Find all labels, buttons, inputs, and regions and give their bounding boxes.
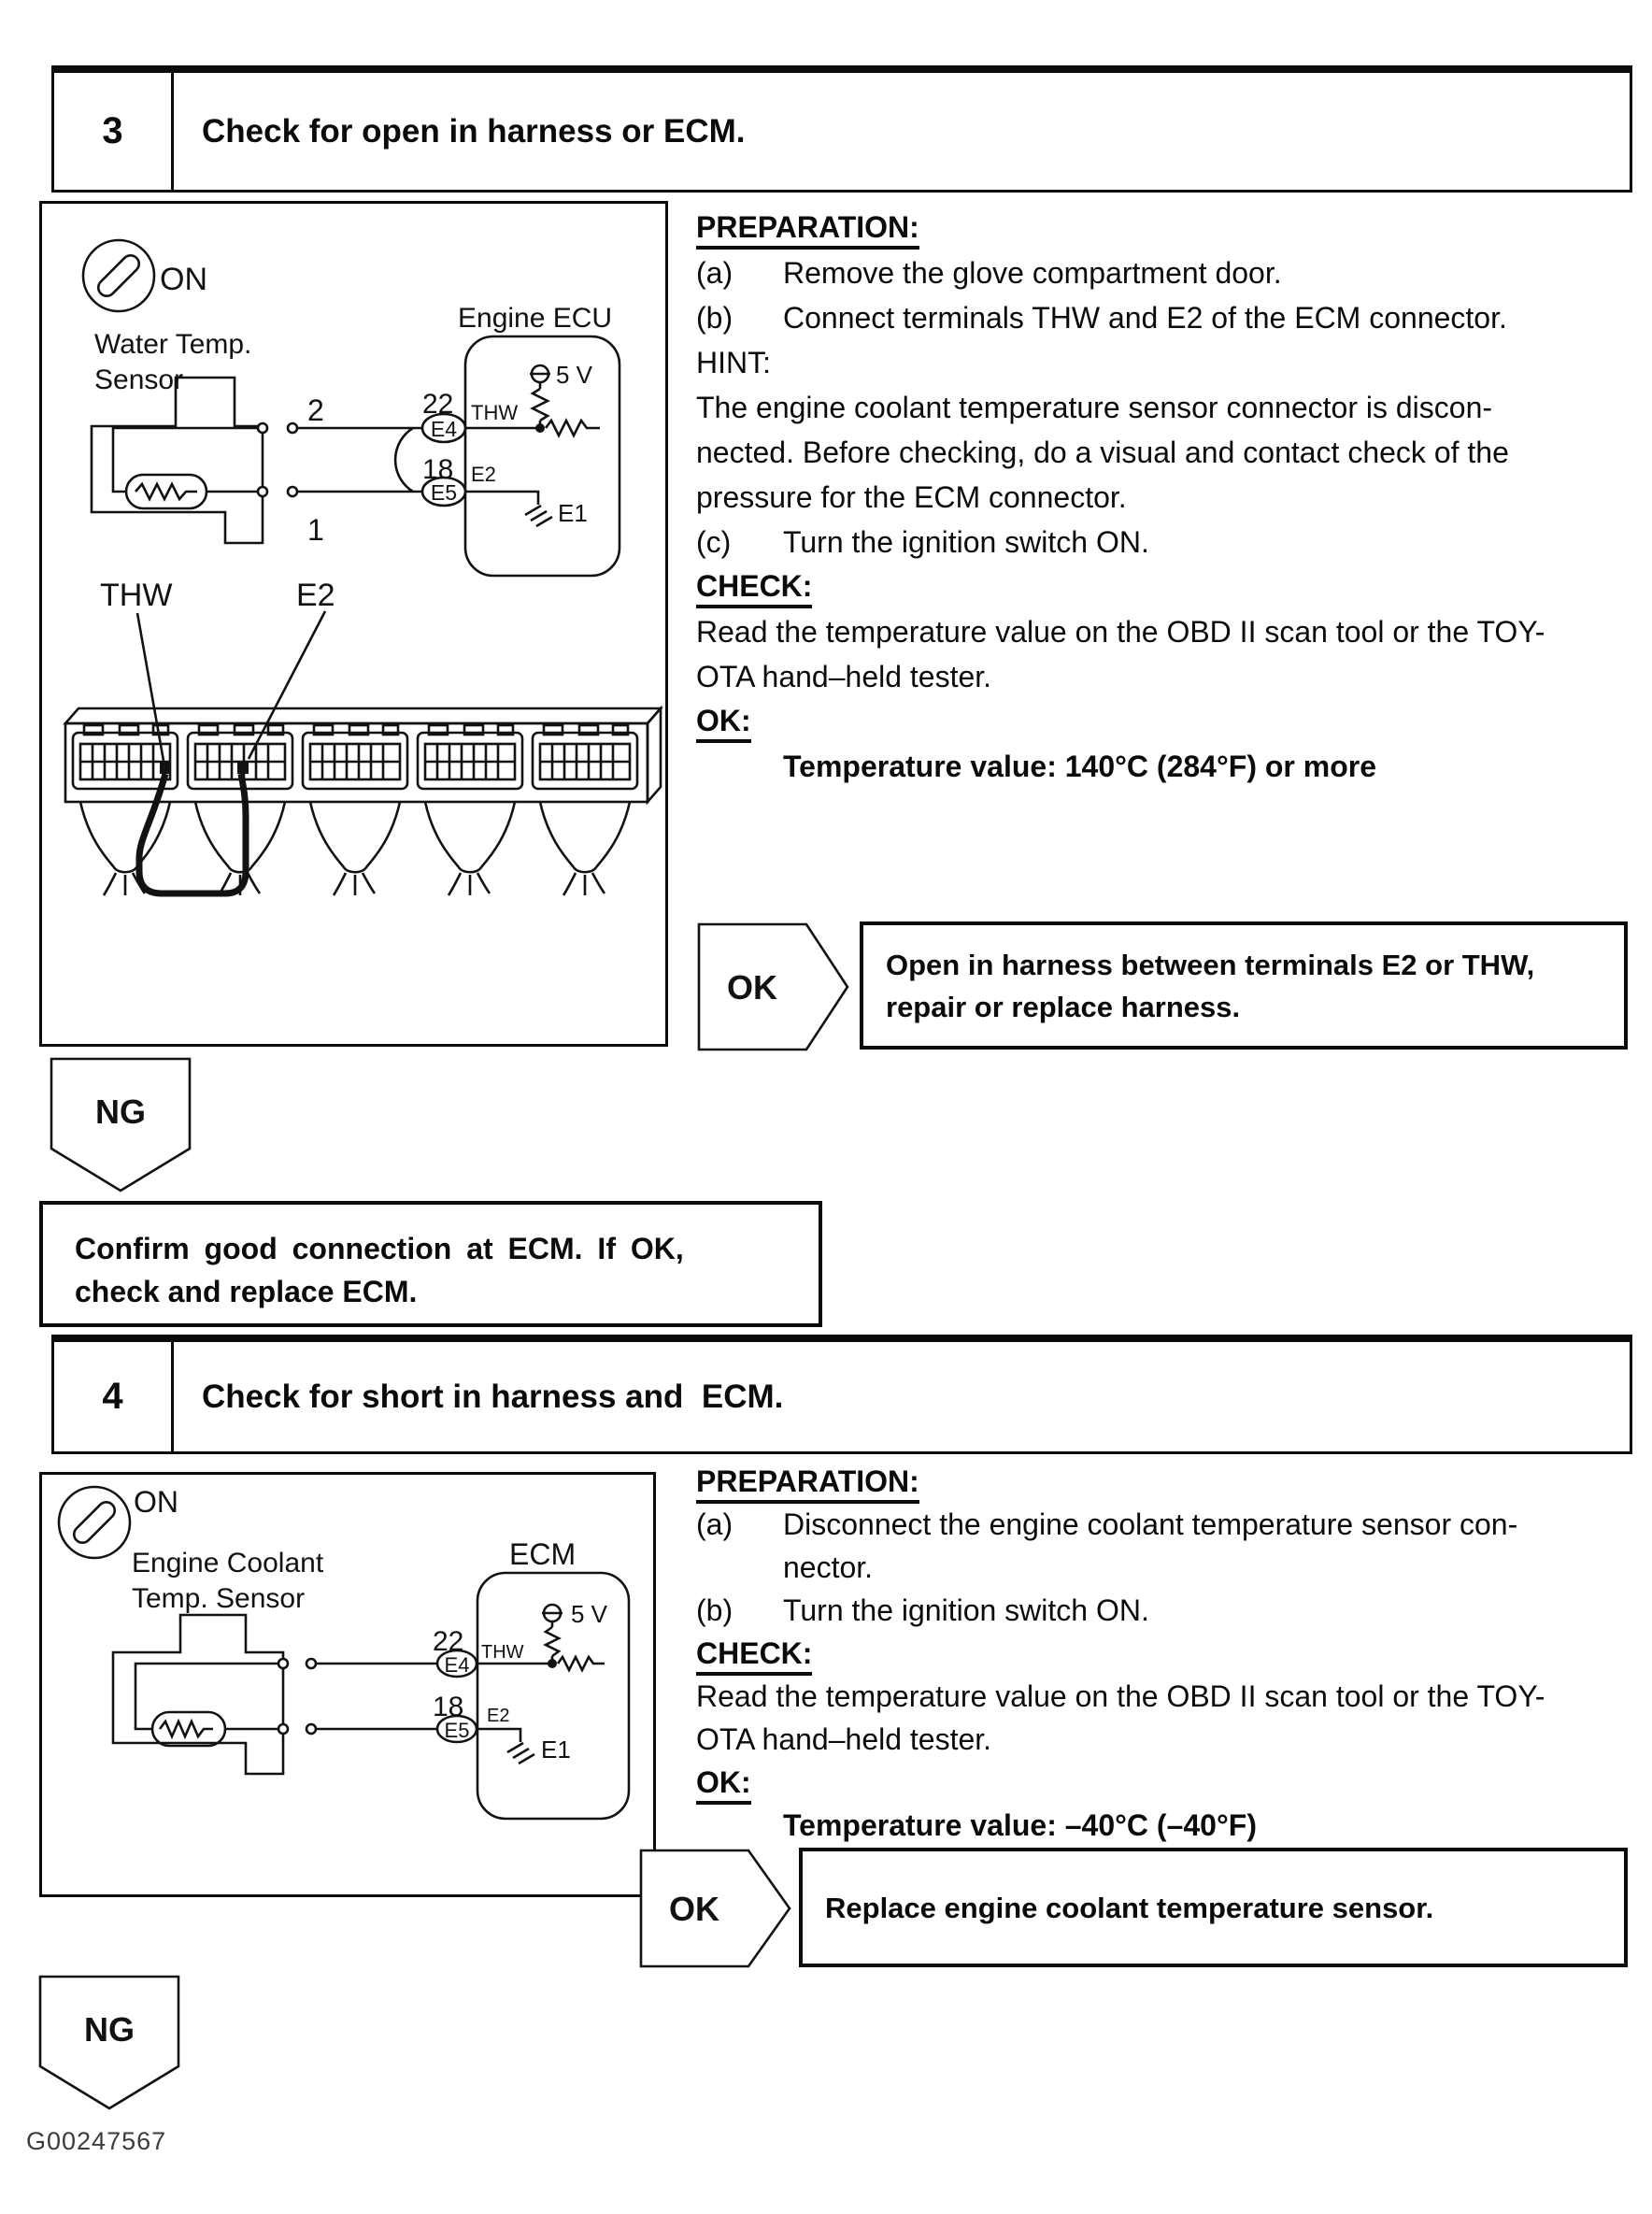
figure-code: G00247567 <box>26 2127 167 2155</box>
step3-number: 3 <box>54 73 174 190</box>
step4-number: 4 <box>54 1342 174 1451</box>
ecm-label: ECM <box>509 1537 577 1571</box>
ecu-box <box>465 336 620 576</box>
e2-signal-label: E2 <box>487 1706 510 1726</box>
ground-icon <box>465 492 552 526</box>
harness-wires <box>288 423 422 496</box>
thw-pin <box>160 763 171 774</box>
e1-label: E1 <box>541 1735 571 1764</box>
step3-check-heading: CHECK: <box>696 569 812 608</box>
step3-hint-line3: pressure for the ECM connector. <box>696 480 1127 514</box>
harness-wires <box>306 1659 437 1734</box>
coolant-temp-sensor-symbol <box>113 1615 288 1774</box>
step4-preparation-heading: PREPARATION: <box>696 1464 919 1504</box>
e2-signal-label: E2 <box>471 463 496 486</box>
pin-1-label: 1 <box>307 513 324 547</box>
step4-diagram-box <box>39 1472 656 1897</box>
step4-ok-heading: OK: <box>696 1765 751 1805</box>
voltage-label: 5 V <box>571 1600 608 1628</box>
ecu-label: Engine ECU <box>458 303 613 334</box>
sensor-label-line2: Sensor <box>94 364 184 395</box>
svg-text:NG: NG <box>95 1093 146 1131</box>
step4-title: Check for short in harness and ECM. <box>202 1378 784 1415</box>
thw-signal-label: THW <box>471 401 519 424</box>
terminal-22-label: 22 <box>433 1626 464 1657</box>
pin-2-label: 2 <box>307 393 324 427</box>
step3-item-c: (c) Turn the ignition switch ON. <box>696 525 1149 559</box>
sensor-label-line1: Water Temp. <box>94 329 252 360</box>
confirm-ecm-box: Confirm good connection at ECM. If OK, check and replace ECM. <box>39 1201 822 1327</box>
terminal-e5-label: E5 <box>444 1719 470 1742</box>
svg-text:OK: OK <box>669 1890 719 1928</box>
ignition-key-icon <box>59 1487 130 1558</box>
connector-e2-label: E2 <box>296 578 335 613</box>
step4-result-box: Replace engine coolant temperature sensor. <box>799 1848 1628 1967</box>
sensor-label-line1: Engine Coolant <box>132 1548 324 1578</box>
step3-item-a: (a) Remove the glove compartment door. <box>696 256 1282 290</box>
e2-leader-line <box>249 611 325 759</box>
step3-check-line1: Read the temperature value on the OBD II scan tool or the TOY- <box>696 615 1545 649</box>
step4-check-line2: OTA hand–held tester. <box>696 1722 992 1756</box>
step3-hint-line2: nected. Before checking, do a visual and contact check of the <box>696 436 1509 469</box>
step4-check-line1: Read the temperature value on the OBD II scan tool or the TOY- <box>696 1679 1545 1713</box>
step4-ok-value: Temperature value: –40°C (–40°F) <box>783 1808 1257 1842</box>
ecm-connector-drawing <box>65 708 661 895</box>
ignition-on-label: ON <box>160 262 207 297</box>
thw-leader-line <box>137 613 164 761</box>
ground-icon <box>477 1729 534 1764</box>
step3-circuit-diagram <box>42 204 665 1044</box>
e2-pin <box>237 763 249 774</box>
step3-item-b: (b) Connect terminals THW and E2 of the ECM connector. <box>696 301 1507 335</box>
step3-hint-line1: The engine coolant temperature sensor connector is discon- <box>696 391 1493 424</box>
step3-header <box>51 65 1632 193</box>
svg-text:NG: NG <box>84 2010 135 2049</box>
step4-circuit-diagram <box>42 1475 653 1894</box>
terminal-e5-label: E5 <box>430 480 458 505</box>
step4-item-a: (a) Disconnect the engine coolant temperature sensor con- <box>696 1507 1518 1541</box>
step4-ok-badge <box>638 1848 793 1969</box>
e1-label: E1 <box>558 499 588 527</box>
step3-preparation-heading: PREPARATION: <box>696 210 919 250</box>
terminal-e4-label: E4 <box>444 1653 470 1677</box>
terminal-e4-label: E4 <box>430 417 458 441</box>
step3-instructions <box>696 206 1635 789</box>
step3-diagram-box <box>39 201 668 1047</box>
step3-ok-badge <box>696 921 851 1052</box>
thw-signal-label: THW <box>481 1642 524 1663</box>
step4-item-a-line2: nector. <box>783 1550 874 1584</box>
terminal-18-label: 18 <box>422 454 454 485</box>
step4-instructions <box>696 1460 1635 1847</box>
step4-item-b: (b) Turn the ignition switch ON. <box>696 1593 1149 1627</box>
step3-ok-heading: OK: <box>696 704 751 743</box>
ignition-on-label: ON <box>134 1485 178 1519</box>
terminal-18-label: 18 <box>433 1692 464 1722</box>
jumper-arc <box>395 428 413 492</box>
water-temp-sensor-symbol <box>92 378 267 543</box>
step3-title: Check for open in harness or ECM. <box>202 112 746 150</box>
voltage-label: 5 V <box>556 361 593 389</box>
connector-thw-label: THW <box>100 578 173 613</box>
step4-ng-badge <box>37 1974 183 2114</box>
ignition-key-icon <box>83 240 154 311</box>
step3-check-line2: OTA hand–held tester. <box>696 660 992 693</box>
step3-ng-badge <box>49 1056 194 1196</box>
step3-ok-value: Temperature value: 140°C (284°F) or more <box>783 750 1376 783</box>
step4-check-heading: CHECK: <box>696 1636 812 1676</box>
step4-header <box>51 1335 1632 1454</box>
sensor-label-line2: Temp. Sensor <box>132 1583 306 1614</box>
step3-result-box: Open in harness between terminals E2 or THW, repair or replace harness. <box>860 921 1628 1050</box>
step3-hint-heading: HINT: <box>696 346 771 379</box>
terminal-22-label: 22 <box>422 389 454 420</box>
svg-text:OK: OK <box>727 968 777 1007</box>
